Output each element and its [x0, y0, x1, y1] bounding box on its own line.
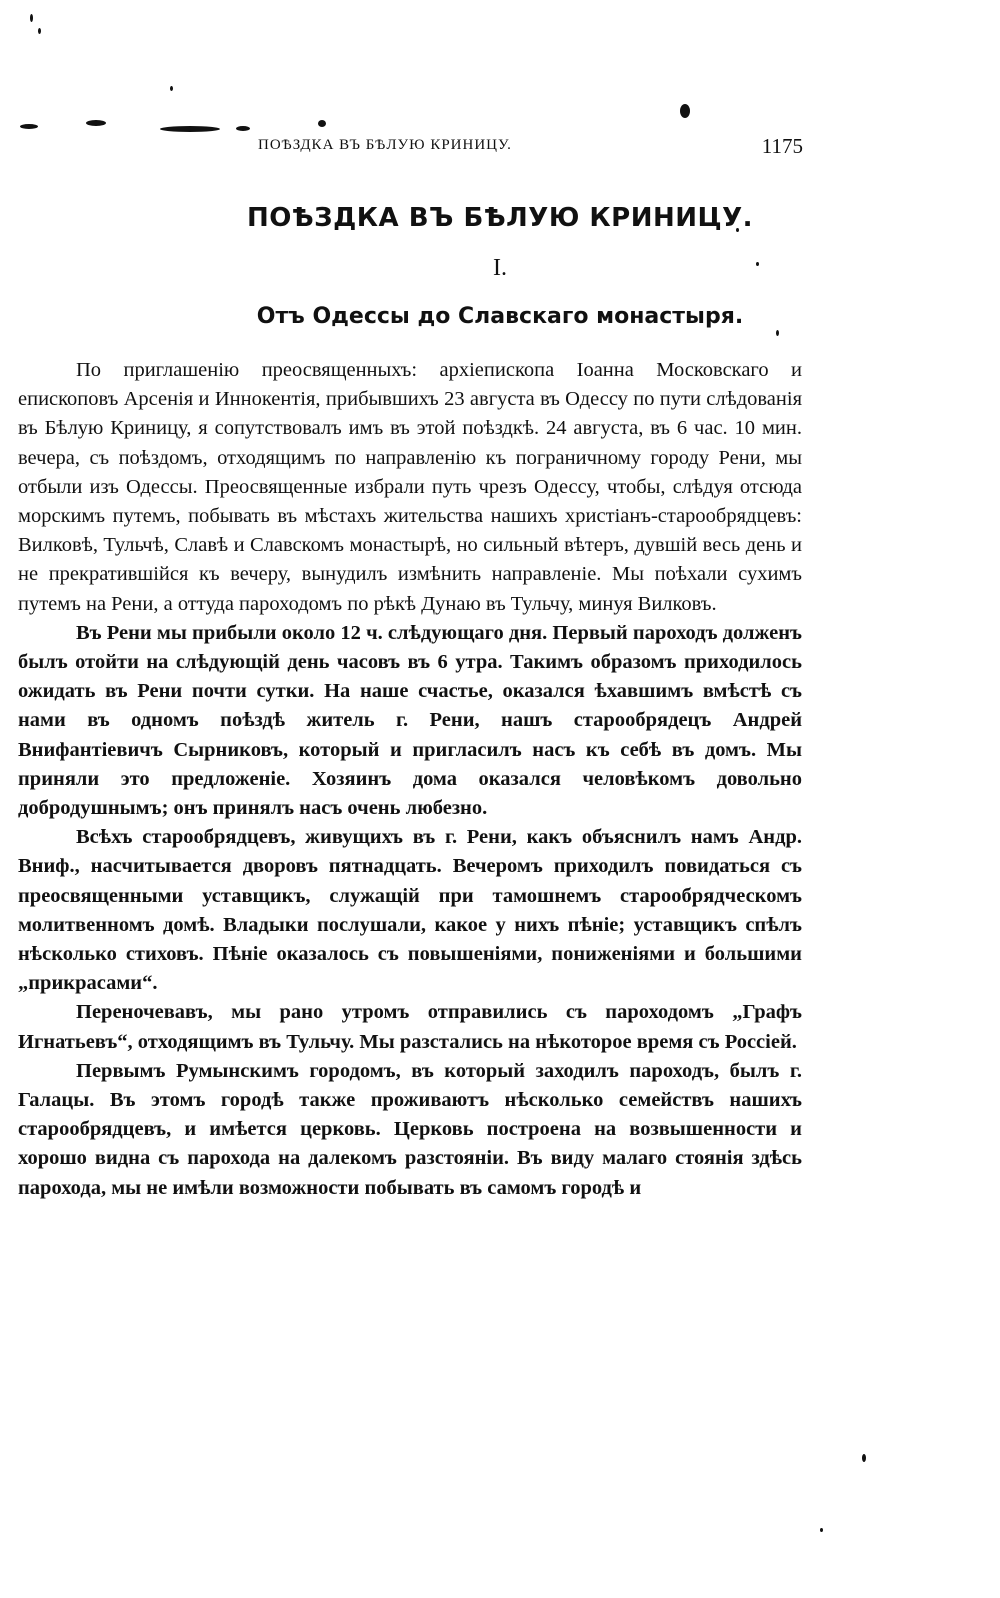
running-title: ПОѢЗДКА ВЪ БѢЛУЮ КРИНИЦУ. [258, 137, 512, 153]
paragraph: Въ Рени мы прибыли около 12 ч. слѣдующаго дня. Первый пароходъ долженъ былъ отойти на слѣдующій день часовъ въ 6 утра. Такимъ образомъ приходилось ожидать въ Рени почти сутки. На наше счастье, оказался ѣхавшимъ вмѣстѣ съ нами въ одномъ поѣздѣ житель г. Рени, нашъ старообрядецъ Андрей Внифантіевичъ Сырниковъ, который и пригласилъ насъ къ себѣ въ домъ. Мы приняли это предложеніе. Хозяинъ дома оказался человѣкомъ довольно добродушнымъ; онъ принялъ насъ очень любезно. [18, 621, 802, 820]
paragraph: Первымъ Румынскимъ городомъ, въ который заходилъ пароходъ, былъ г. Галацы. Въ этомъ городѣ также проживаютъ нѣсколько семействъ нашихъ старообрядцевъ, и имѣется церковь. Церковь построена на возвышенности и хорошо видна съ парохода на далекомъ разстояніи. Въ виду малаго стоянія здѣсь парохода, мы не имѣли возможности побывать въ самомъ городѣ и [18, 1059, 802, 1199]
running-header [258, 134, 803, 158]
paragraph: Всѣхъ старообрядцевъ, живущихъ въ г. Рени, какъ объяснилъ намъ Андр. Вниф., насчитывается дворовъ пятнадцать. Вечеромъ приходилъ повидаться съ преосвященными уставщикъ, служащій при тамошнемъ старообрядческомъ молитвенномъ домѣ. Владыки послушали, какое у нихъ пѣніе; уставщикъ спѣлъ нѣсколько стиховъ. Пѣніе оказалось съ повышеніями, пониженіями и большими „прикрасами“. [18, 826, 802, 995]
paragraph: По приглашенію преосвященныхъ: архіепископа Іоанна Московскаго и епископовъ Арсенія и Иннокентія, прибывшихъ 23 августа въ Одессу по пути слѣдованія въ Бѣлую Криницу, я сопутствовалъ имъ въ этой поѣздкѣ. 24 августа, въ 6 час. 10 мин. вечера, съ поѣздомъ, отходящимъ по направленію къ пограничному городу Рени, мы отбыли изъ Одессы. Преосвященные избрали путь чрезъ Одессу, чтобы, слѣдуя отсюда морскимъ путемъ, побывать въ мѣстахъ жительства нашихъ христіанъ-старообрядцевъ: Вилковѣ, Тульчѣ, Славѣ и Славскомъ монастырѣ, но сильный вѣтеръ, дувшій весь день и не прекратившійся къ вечеру, вынудилъ измѣнить направленіе. Мы поѣхали сухимъ путемъ на Рени, а оттуда пароходомъ по рѣкѣ Дунаю въ Тульчу, минуя Вилковъ. [18, 359, 802, 615]
article-title: ПОѢЗДКА ВЪ БѢЛУЮ КРИНИЦУ. [246, 203, 754, 233]
section-number: I. [493, 255, 507, 281]
paragraph: Переночевавъ, мы рано утромъ отправились съ пароходомъ „Графъ Игнатьевъ“, отходящимъ въ Тульчу. Мы разстались на нѣкоторое время съ Россіей. [18, 1001, 802, 1053]
page-number: 1175 [761, 134, 803, 158]
section-title: Отъ Одессы до Славскаго монастыря. [256, 304, 744, 329]
article-body [18, 356, 802, 1203]
